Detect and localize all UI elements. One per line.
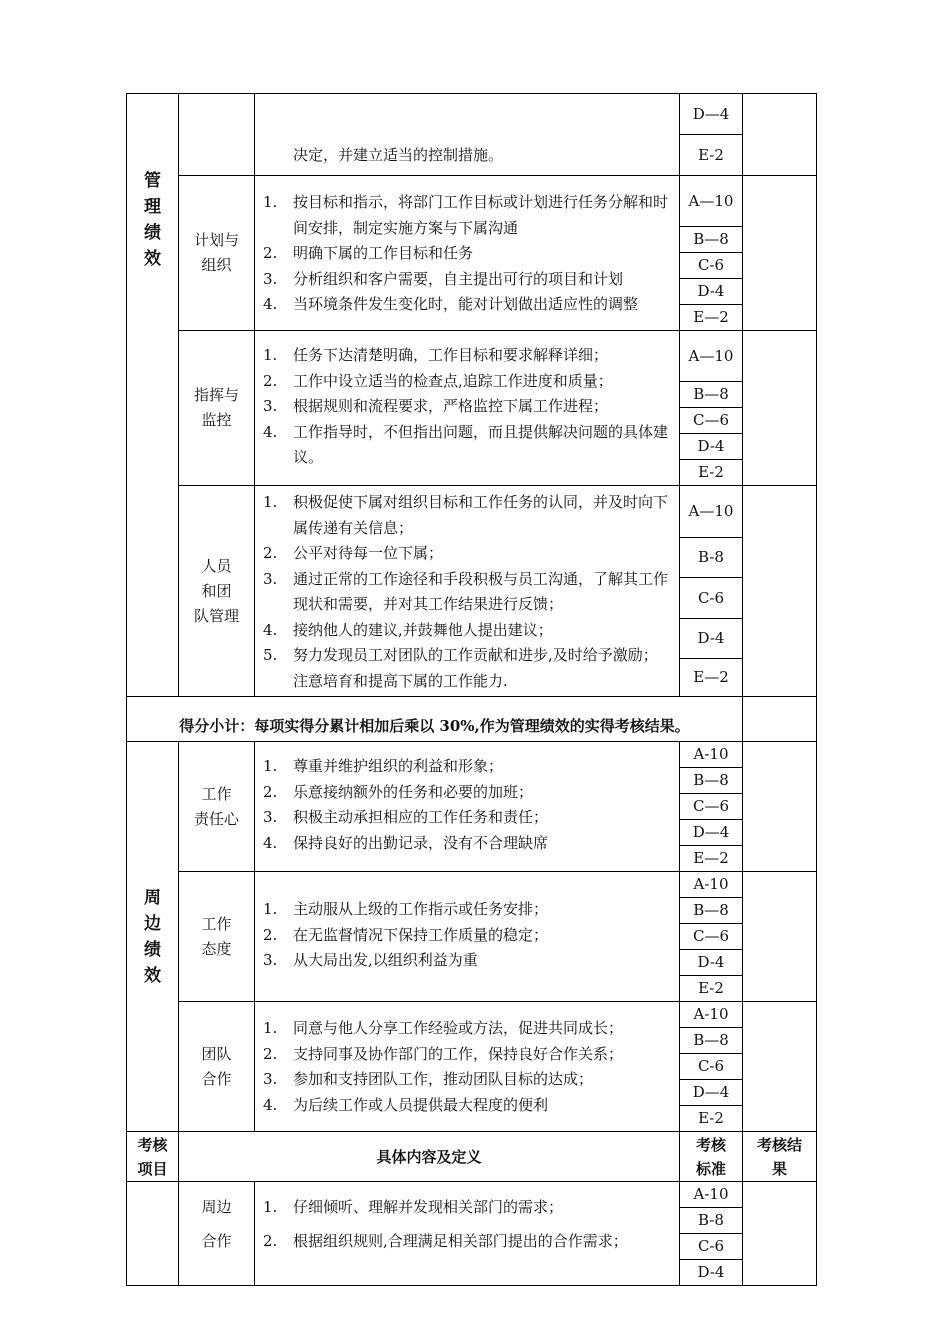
section-name-line: 项目 [137, 1159, 168, 1178]
criteria-item [263, 1042, 669, 1068]
grade-row [127, 176, 817, 227]
criteria-number: 3. [263, 1070, 278, 1088]
grade-standard: A—10 [680, 486, 743, 538]
section-name [179, 331, 255, 486]
grade-standard: E-2 [680, 1106, 743, 1132]
grade-standard: A—10 [680, 176, 743, 227]
criteria-item [263, 369, 669, 395]
criteria-number: 3. [263, 397, 278, 416]
category-char: 效 [144, 249, 161, 269]
criteria-item [263, 780, 669, 806]
criteria-number: 2. [263, 371, 278, 390]
criteria-item [263, 241, 669, 267]
criteria-cell [255, 94, 680, 176]
grade-standard: D-4 [680, 434, 743, 460]
section-name-line: 周边 [201, 1198, 232, 1216]
criteria-number: 5. [263, 646, 278, 664]
grade-standard: C-6 [680, 1054, 743, 1080]
criteria-number: 3. [263, 569, 278, 588]
section-name [179, 742, 255, 872]
section-name-line: 和团 [201, 581, 232, 600]
section-name-line: 责任心 [193, 809, 239, 828]
grade-standard: A—10 [680, 331, 743, 382]
header-row [127, 1132, 817, 1182]
criteria-item [263, 1190, 669, 1224]
criteria-cell [255, 742, 680, 872]
criteria-cell [255, 331, 680, 486]
criteria-item [263, 1224, 669, 1258]
grade-standard: C-6 [680, 1234, 743, 1260]
result-cell[interactable] [743, 697, 817, 742]
grade-standard: C—6 [680, 924, 743, 950]
criteria-number: 4. [263, 295, 278, 314]
criteria-text: 在无监督情况下保持工作质量的稳定； [293, 925, 549, 944]
criteria-text: 工作中设立适当的检查点,追踪工作进度和质量； [293, 371, 613, 390]
criteria-item [263, 541, 669, 567]
category-peripheral [127, 742, 179, 1132]
section-name-line: 考核结 [756, 1135, 802, 1154]
section-name-line: 态度 [201, 939, 232, 958]
section-name [179, 176, 255, 331]
criteria-number: 4. [263, 833, 278, 852]
grade-standard: B—8 [680, 227, 743, 253]
criteria-list [263, 490, 669, 694]
criteria-text: 工作指导时，不但指出问题，而且提供解决问题的具体建议。 [293, 422, 669, 467]
criteria-text: 主动服从上级的工作指示或任务安排； [293, 900, 549, 918]
grade-standard: E—2 [680, 846, 743, 872]
section-name-line: 队管理 [193, 606, 239, 625]
grade-standard: E—2 [680, 658, 743, 696]
section-name-line: 果 [771, 1159, 787, 1178]
criteria-item [263, 805, 669, 831]
criteria-text: 按目标和指示，将部门工作目标或计划进行任务分解和时间安排，制定实施方案与下属沟通 [293, 193, 669, 237]
criteria-text: 任务下达清楚明确，工作目标和要求解释详细； [293, 346, 609, 365]
grade-standard: C-6 [680, 253, 743, 279]
criteria-number: 2. [263, 244, 278, 263]
section-name-line: 考核 [137, 1135, 168, 1154]
grade-row [127, 1002, 817, 1028]
section-name-line: 监控 [201, 411, 232, 429]
criteria-text: 努力发现员工对团队的工作贡献和进步,及时给予激励；注意培育和提高下属的工作能力. [293, 646, 658, 690]
criteria-number: 1. [263, 1198, 278, 1216]
grade-standard: E-2 [680, 460, 743, 486]
section-name-line: 指挥与 [193, 386, 239, 404]
result-cell[interactable] [743, 176, 817, 331]
grade-row [127, 94, 817, 135]
result-cell[interactable] [743, 742, 817, 872]
criteria-number: 1. [263, 1019, 278, 1037]
section-name-line: 考核 [695, 1135, 726, 1154]
grade-standard: E-2 [680, 135, 743, 176]
criteria-number: 2. [263, 782, 278, 801]
criteria-text: 积极促使下属对组织目标和工作任务的认同，并及时向下属传递有关信息； [293, 493, 669, 537]
criteria-item [263, 420, 669, 471]
criteria-list [263, 1190, 669, 1258]
grade-row [127, 331, 817, 382]
criteria-text: 同意与他人分享工作经验或方法，促进共同成长； [293, 1019, 624, 1037]
grade-row [127, 742, 817, 768]
criteria-text: 根据组织规则,合理满足相关部门提出的合作需求； [293, 1232, 628, 1250]
result-cell[interactable] [743, 872, 817, 1002]
grade-standard: D-4 [680, 950, 743, 976]
section-name-line: 组织 [201, 256, 232, 274]
header-item [127, 1132, 179, 1182]
criteria-number: 4. [263, 422, 278, 441]
criteria-number: 3. [263, 808, 278, 826]
criteria-number: 3. [263, 951, 278, 969]
criteria-item [263, 567, 669, 618]
criteria-number: 1. [263, 193, 278, 212]
grade-row [127, 1182, 817, 1208]
criteria-number: 2. [263, 544, 278, 562]
section-name [179, 872, 255, 1002]
category-char: 周 [144, 887, 161, 908]
criteria-text: 尊重并维护组织的利益和形象； [293, 757, 504, 775]
section-name-line: 团队 [201, 1044, 232, 1063]
criteria-text: 从大局出发,以组织利益为重 [293, 951, 478, 969]
criteria-number: 2. [263, 1232, 278, 1250]
grade-standard: B—8 [680, 898, 743, 924]
criteria-text: 通过正常的工作途径和手段积极与员工沟通，了解其工作现状和需要，并对其工作结果进行反馈； [293, 569, 669, 613]
criteria-item [263, 618, 669, 644]
criteria-cell [255, 1002, 680, 1132]
criteria-item [263, 292, 669, 318]
criteria-text: 参加和支持团队工作，推动团队目标的达成； [293, 1070, 594, 1088]
criteria-item [263, 394, 669, 420]
criteria-item [263, 1016, 669, 1042]
criteria-list [263, 897, 669, 974]
grade-row [127, 486, 817, 538]
section-name-line: 合作 [201, 1069, 232, 1088]
criteria-number: 1. [263, 346, 278, 365]
criteria-list [263, 1016, 669, 1118]
criteria-item [263, 897, 669, 923]
criteria-number: 1. [263, 900, 278, 918]
section-name-line: 工作 [201, 784, 232, 803]
result-cell[interactable] [743, 331, 817, 486]
criteria-item [263, 490, 669, 541]
criteria-item [263, 343, 669, 369]
criteria-item [263, 923, 669, 949]
subtotal-row [127, 697, 817, 742]
category-char: 边 [144, 913, 161, 934]
evaluation-table [126, 93, 817, 1286]
criteria-text: 分析组织和客户需要，自主提出可行的项目和计划 [293, 269, 624, 288]
result-cell[interactable] [743, 1002, 817, 1132]
section-name-line: 合作 [201, 1232, 232, 1250]
criteria-item [263, 948, 669, 974]
criteria-item [263, 267, 669, 293]
result-cell[interactable] [743, 486, 817, 697]
header-result [743, 1132, 817, 1182]
grade-standard: D—4 [680, 820, 743, 846]
grade-standard: E-2 [680, 976, 743, 1002]
grade-standard: B—8 [680, 1028, 743, 1054]
criteria-list [263, 190, 669, 318]
grade-row [127, 872, 817, 898]
grade-standard: C—6 [680, 408, 743, 434]
criteria-cell [255, 486, 680, 697]
grade-standard: A-10 [680, 872, 743, 898]
criteria-text: 接纳他人的建议,并鼓舞他人提出建议； [293, 620, 553, 639]
criteria-item [263, 190, 669, 241]
section-name [179, 486, 255, 697]
grade-standard: C-6 [680, 578, 743, 618]
grade-standard: D-4 [680, 1260, 743, 1286]
category-char: 绩 [144, 223, 161, 243]
category-management [127, 94, 179, 697]
grade-standard: A-10 [680, 1002, 743, 1028]
criteria-text: 当环境条件发生变化时，能对计划做出适应性的调整 [293, 295, 639, 314]
criteria-text: 乐意接纳额外的任务和必要的加班； [293, 782, 534, 801]
header-standard [680, 1132, 743, 1182]
grade-standard: B-8 [680, 538, 743, 578]
category-char: 理 [144, 197, 161, 217]
criteria-number: 4. [263, 1095, 278, 1114]
criteria-text: 明确下属的工作目标和任务 [293, 244, 474, 263]
grade-standard: D—4 [680, 94, 743, 135]
grade-standard: E—2 [680, 305, 743, 331]
category-char: 效 [144, 965, 161, 986]
category-char: 管 [144, 171, 161, 191]
criteria-text: 支持同事及协作部门的工作，保持良好合作关系； [293, 1044, 624, 1063]
criteria-text: 为后续工作或人员提供最大程度的便利 [293, 1095, 549, 1114]
criteria-list [263, 754, 669, 856]
grade-standard: D—4 [680, 1080, 743, 1106]
criteria-cell [255, 176, 680, 331]
section-name-line: 标准 [695, 1159, 726, 1178]
criteria-cell [255, 1182, 680, 1286]
criteria-number: 1. [263, 757, 278, 775]
criteria-item [263, 643, 669, 694]
section-name [179, 1182, 255, 1286]
grade-standard: B—8 [680, 382, 743, 408]
category-char: 绩 [144, 939, 161, 960]
criteria-text: 根据规则和流程要求，严格监控下属工作进程； [293, 397, 609, 416]
criteria-item [263, 1093, 669, 1119]
criteria-number: 1. [263, 493, 278, 511]
category-empty [127, 1182, 179, 1286]
result-cell[interactable] [743, 94, 817, 176]
grade-standard: A-10 [680, 1182, 743, 1208]
section-name [179, 1002, 255, 1132]
section-name-empty [179, 94, 255, 176]
result-cell[interactable] [743, 1182, 817, 1286]
criteria-cell [255, 872, 680, 1002]
grade-standard: B—8 [680, 768, 743, 794]
criteria-text: 积极主动承担相应的工作任务和责任； [293, 808, 549, 826]
criteria-text: 仔细倾听、理解并发现相关部门的需求； [293, 1198, 564, 1216]
grade-standard: D-4 [680, 279, 743, 305]
subtotal-note: 得分小计：每项实得分累计相加后乘以 30%,作为管理绩效的实得考核结果。 [127, 697, 743, 742]
criteria-text: 决定，并建立适当的控制措施。 [293, 146, 504, 164]
section-name-line: 计划与 [193, 231, 239, 249]
grade-standard: D-4 [680, 618, 743, 658]
criteria-number: 2. [263, 925, 278, 944]
criteria-item [263, 831, 669, 857]
criteria-number: 2. [263, 1044, 278, 1063]
criteria-list [263, 343, 669, 471]
grade-standard: C—6 [680, 794, 743, 820]
criteria-number: 4. [263, 620, 278, 639]
criteria-item [263, 1067, 669, 1093]
criteria-text: 公平对待每一位下属； [293, 544, 444, 562]
section-name-line: 工作 [201, 914, 232, 933]
criteria-item [263, 754, 669, 780]
header-content: 具体内容及定义 [179, 1132, 680, 1182]
grade-standard: B-8 [680, 1208, 743, 1234]
grade-standard: A-10 [680, 742, 743, 768]
criteria-text: 保持良好的出勤记录，没有不合理缺席 [293, 833, 549, 852]
criteria-number: 3. [263, 269, 278, 288]
section-name-line: 人员 [201, 556, 232, 575]
